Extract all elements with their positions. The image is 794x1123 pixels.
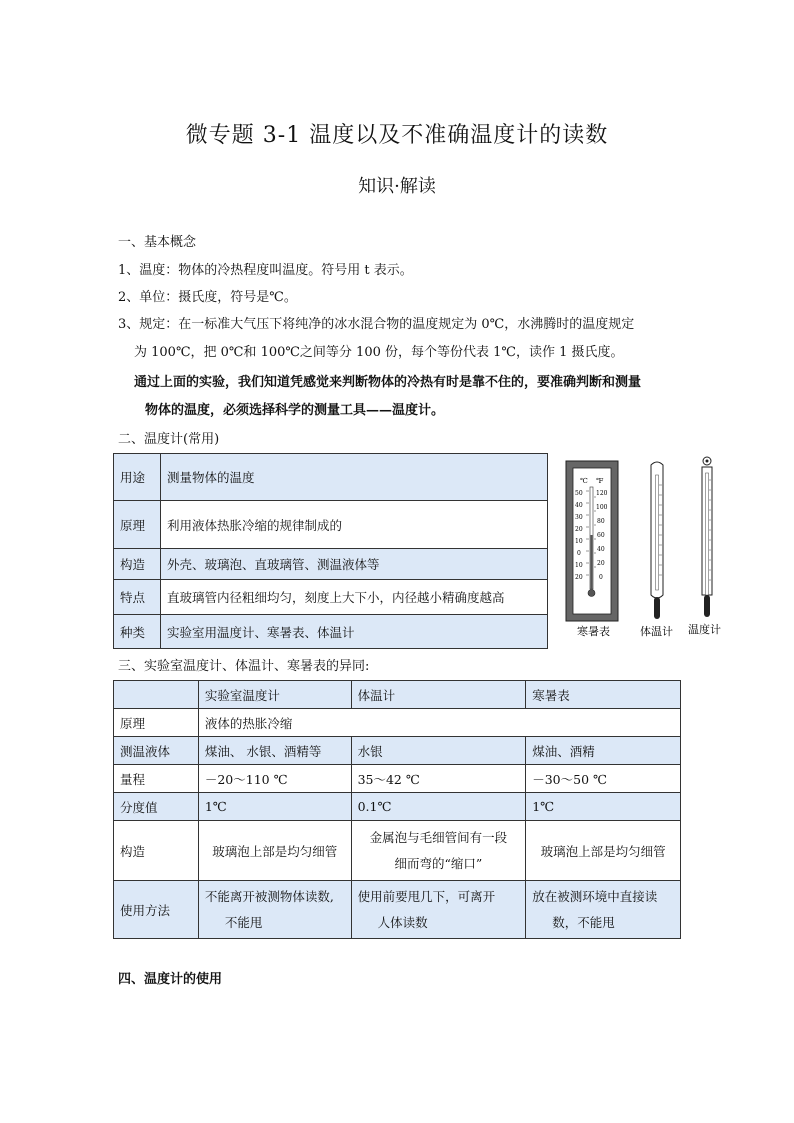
concept-item-unit: 2、单位：摄氏度，符号是℃。	[118, 290, 297, 305]
clinical-thermometer-icon	[651, 462, 663, 619]
row-label: 构造	[114, 549, 161, 580]
c-tick: 20	[575, 574, 583, 581]
row-label: 原理	[114, 709, 199, 737]
row-value: 外壳、玻璃泡、直玻璃管、测温液体等	[161, 549, 548, 580]
table-cell: 0.1℃	[351, 793, 526, 821]
note-text-cont: 物体的温度，必须选择科学的测量工具——温度计。	[145, 403, 445, 418]
row-label: 用途	[114, 454, 161, 501]
cell-line: 不能离开被测物体读数,	[204, 888, 334, 904]
row-label: 测温液体	[114, 737, 199, 765]
f-tick: 60	[597, 532, 605, 539]
header-cell: 寒暑表	[526, 681, 681, 709]
header-cell: 体温计	[351, 681, 526, 709]
row-label: 使用方法	[114, 881, 199, 939]
table-row	[114, 615, 548, 649]
table-row	[114, 737, 681, 765]
row-label: 特点	[114, 580, 161, 615]
c-tick: 20	[575, 526, 583, 533]
f-tick: 0	[599, 574, 603, 581]
table-cell: 煤油、酒精	[526, 737, 681, 765]
header-cell	[114, 681, 199, 709]
table-cell: 1℃	[526, 793, 681, 821]
table-row	[114, 793, 681, 821]
cell-line: 细而弯的“缩口”	[394, 855, 483, 871]
row-value: 直玻璃管内径粗细均匀，刻度上大下小，内径越小精确度越高	[161, 580, 548, 615]
f-tick: 120	[596, 490, 608, 497]
row-label: 量程	[114, 765, 199, 793]
table-row	[114, 549, 548, 580]
table-cell: 35～42 ℃	[351, 765, 526, 793]
table-row	[114, 580, 548, 615]
table-cell	[351, 881, 526, 939]
lab-thermometer-label: 温度计	[688, 623, 721, 636]
table-cell	[351, 821, 526, 881]
header-cell: 实验室温度计	[198, 681, 351, 709]
table-row	[114, 765, 681, 793]
principle-cell: 液体的热胀冷缩	[198, 709, 680, 737]
cell-line: 不能甩	[224, 914, 263, 930]
cell-line: 放在被测环境中直接读	[532, 888, 658, 904]
table-row	[114, 454, 548, 501]
lab-thermometer-icon	[702, 457, 712, 617]
f-tick: 40	[597, 546, 605, 553]
room-thermometer-label: 寒暑表	[577, 625, 610, 638]
cell-line: 人体读数	[377, 914, 428, 930]
comparison-heading: 三、实验室温度计、体温计、寒暑表的异同:	[118, 659, 370, 674]
thermometer-table	[113, 453, 548, 649]
f-tick: 80	[597, 518, 605, 525]
fahrenheit-unit: ℉	[596, 477, 604, 485]
table-cell: 煤油、 水银、酒精等	[198, 737, 351, 765]
basic-concept-heading: 一、基本概念	[118, 235, 197, 250]
table-cell: 水银	[351, 737, 526, 765]
table-row	[114, 881, 681, 939]
thermometer-figure	[560, 455, 740, 645]
thermometer-heading: 二、温度计(常用)	[118, 432, 220, 447]
row-label: 构造	[114, 821, 199, 881]
concept-item-temperature: 1、温度：物体的冷热程度叫温度。符号用 t 表示。	[118, 263, 413, 278]
cell-line: 使用前要甩几下，可离开	[357, 888, 496, 904]
clinical-thermometer-label: 体温计	[640, 625, 673, 638]
section-subtitle: 知识·解读	[358, 176, 436, 197]
concept-item-rule-cont: 为 100℃，把 0℃和 100℃之间等分 100 份，每个等份代表 1℃，读作 1 摄氏度。	[134, 345, 624, 360]
table-cell	[526, 881, 681, 939]
table-cell	[198, 881, 351, 939]
page-title: 微专题 3-1 温度以及不准确温度计的读数	[185, 123, 609, 148]
f-tick: 100	[596, 504, 608, 511]
c-tick: 50	[575, 490, 583, 497]
note-text: 通过上面的实验，我们知道凭感觉来判断物体的冷热有时是靠不住的，要准确判断和测量	[134, 375, 642, 390]
table-header-row	[114, 681, 681, 709]
table-cell: 1℃	[198, 793, 351, 821]
cell-line: 金属泡与毛细管间有一段	[369, 829, 508, 845]
c-tick: 10	[575, 562, 583, 569]
celsius-unit: ℃	[580, 477, 588, 485]
row-value: 利用液体热胀冷缩的规律制成的	[161, 501, 548, 549]
f-tick: 20	[597, 560, 605, 567]
row-value: 测量物体的温度	[161, 454, 548, 501]
table-cell: 玻璃泡上部是均匀细管	[198, 821, 351, 881]
row-label: 原理	[114, 501, 161, 549]
c-tick: 40	[575, 502, 583, 509]
comparison-table	[113, 680, 681, 939]
table-row	[114, 709, 681, 737]
table-cell: －20～110 ℃	[198, 765, 351, 793]
room-thermometer-icon	[566, 461, 618, 621]
c-tick: 30	[575, 514, 583, 521]
c-tick: 0	[577, 550, 581, 557]
table-cell: 玻璃泡上部是均匀细管	[526, 821, 681, 881]
row-label: 种类	[114, 615, 161, 649]
cell-line: 数，不能甩	[552, 914, 615, 930]
table-row	[114, 501, 548, 549]
row-value: 实验室用温度计、寒暑表、体温计	[161, 615, 548, 649]
table-row	[114, 821, 681, 881]
c-tick: 10	[575, 538, 583, 545]
concept-item-rule: 3、规定：在一标准大气压下将纯净的冰水混合物的温度规定为 0℃，水沸腾时的温度规定	[118, 317, 635, 332]
table-cell: －30～50 ℃	[526, 765, 681, 793]
usage-heading: 四、温度计的使用	[118, 972, 223, 987]
row-label: 分度值	[114, 793, 199, 821]
